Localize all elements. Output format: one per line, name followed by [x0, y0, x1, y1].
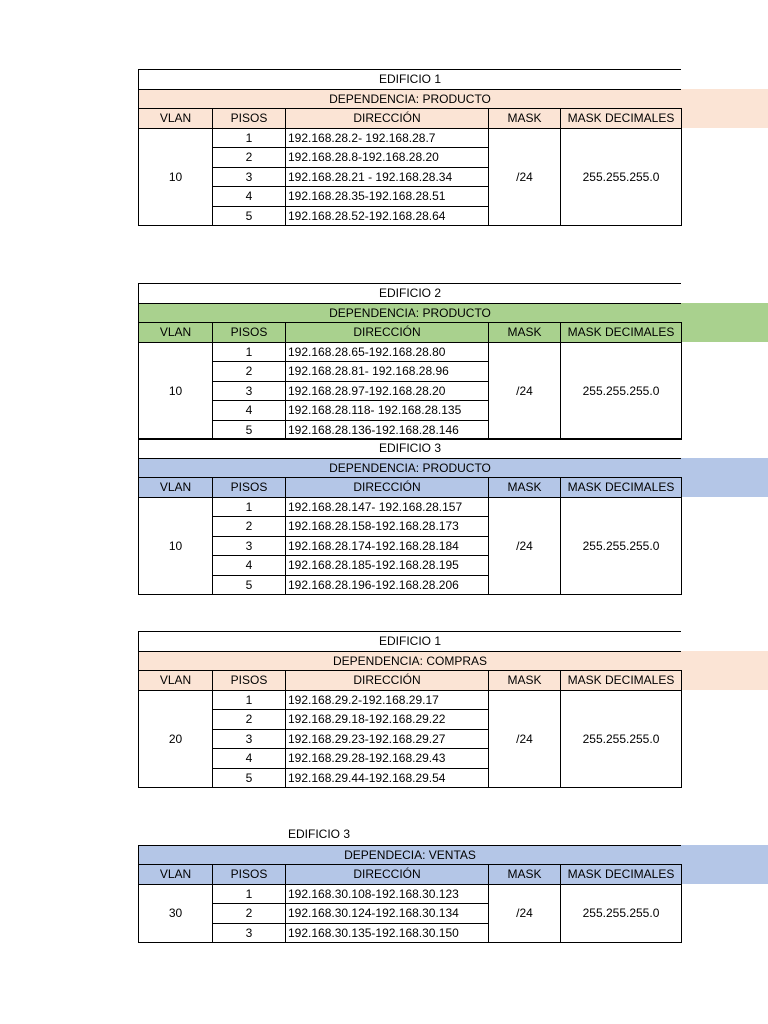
- address-cell: 192.168.29.2-192.168.29.17: [286, 690, 489, 710]
- address-cell: 192.168.28.2- 192.168.28.7: [286, 128, 489, 148]
- address-cell: 192.168.30.124-192.168.30.134: [286, 904, 489, 924]
- address-cell: 192.168.28.52-192.168.28.64: [286, 206, 489, 226]
- piso-cell: 3: [213, 167, 286, 187]
- building-title: EDIFICIO 3: [288, 827, 351, 841]
- mask-decimal-cell: 255.255.255.0: [561, 497, 682, 595]
- address-cell: 192.168.29.44-192.168.29.54: [286, 768, 489, 788]
- address-cell: 192.168.28.35-192.168.28.51: [286, 187, 489, 207]
- dependency-title: DEPENDENCIA: PRODUCTO: [138, 303, 681, 323]
- dependency-title: DEPENDENCIA: PRODUCTO: [138, 89, 681, 109]
- ip-table: [138, 864, 682, 943]
- table-row: [139, 342, 682, 362]
- ip-table-block: [138, 631, 768, 787]
- dependency-title: DEPENDENCIA: COMPRAS: [138, 651, 681, 671]
- building-title: EDIFICIO 1: [138, 69, 681, 89]
- ip-table-block: [138, 438, 768, 594]
- col-header-mask: MASK: [489, 671, 561, 691]
- piso-cell: 2: [213, 148, 286, 168]
- col-header-direccion: DIRECCIÓN: [286, 109, 489, 129]
- address-cell: 192.168.28.147- 192.168.28.157: [286, 497, 489, 517]
- mask-cell: /24: [489, 690, 561, 788]
- address-cell: 192.168.29.28-192.168.29.43: [286, 749, 489, 769]
- ip-table-block: [138, 69, 768, 225]
- address-cell: 192.168.28.118- 192.168.28.135: [286, 401, 489, 421]
- col-header-pisos: PISOS: [213, 865, 286, 885]
- address-cell: 192.168.28.185-192.168.28.195: [286, 556, 489, 576]
- address-cell: 192.168.29.23-192.168.29.27: [286, 729, 489, 749]
- mask-cell: /24: [489, 884, 561, 943]
- dependency-title: DEPENDENCIA: PRODUCTO: [138, 458, 681, 478]
- address-cell: 192.168.28.81- 192.168.28.96: [286, 362, 489, 382]
- col-header-vlan: VLAN: [139, 671, 213, 691]
- piso-cell: 4: [213, 749, 286, 769]
- col-header-mask-decimales: MASK DECIMALES: [561, 109, 682, 129]
- table-row: [139, 690, 682, 710]
- mask-cell: /24: [489, 128, 561, 226]
- col-header-pisos: PISOS: [213, 478, 286, 498]
- piso-cell: 4: [213, 556, 286, 576]
- col-header-vlan: VLAN: [139, 865, 213, 885]
- col-header-mask: MASK: [489, 323, 561, 343]
- col-header-pisos: PISOS: [213, 323, 286, 343]
- mask-cell: /24: [489, 342, 561, 440]
- address-cell: 192.168.28.158-192.168.28.173: [286, 517, 489, 537]
- piso-cell: 3: [213, 536, 286, 556]
- col-header-pisos: PISOS: [213, 109, 286, 129]
- address-cell: 192.168.30.108-192.168.30.123: [286, 884, 489, 904]
- piso-cell: 2: [213, 362, 286, 382]
- piso-cell: 5: [213, 768, 286, 788]
- piso-cell: 1: [213, 884, 286, 904]
- col-header-vlan: VLAN: [139, 109, 213, 129]
- table-row: [139, 884, 682, 904]
- piso-cell: 1: [213, 690, 286, 710]
- col-header-direccion: DIRECCIÓN: [286, 478, 489, 498]
- address-cell: 192.168.28.8-192.168.28.20: [286, 148, 489, 168]
- table-header-row: [139, 109, 682, 129]
- piso-cell: 5: [213, 420, 286, 440]
- col-header-mask-decimales: MASK DECIMALES: [561, 478, 682, 498]
- piso-cell: 2: [213, 710, 286, 730]
- piso-cell: 1: [213, 128, 286, 148]
- table-header-row: [139, 323, 682, 343]
- mask-cell: /24: [489, 497, 561, 595]
- mask-decimal-cell: 255.255.255.0: [561, 884, 682, 943]
- col-header-direccion: DIRECCIÓN: [286, 865, 489, 885]
- ip-table: [138, 477, 682, 595]
- table-row: [139, 497, 682, 517]
- col-header-mask-decimales: MASK DECIMALES: [561, 671, 682, 691]
- address-cell: 192.168.28.196-192.168.28.206: [286, 575, 489, 595]
- piso-cell: 1: [213, 342, 286, 362]
- address-cell: 192.168.30.135-192.168.30.150: [286, 923, 489, 943]
- table-header-row: [139, 478, 682, 498]
- vlan-cell: 30: [139, 884, 213, 943]
- piso-cell: 2: [213, 904, 286, 924]
- mask-decimal-cell: 255.255.255.0: [561, 690, 682, 788]
- building-title: EDIFICIO 2: [138, 283, 681, 303]
- col-header-mask: MASK: [489, 109, 561, 129]
- address-cell: 192.168.29.18-192.168.29.22: [286, 710, 489, 730]
- piso-cell: 3: [213, 729, 286, 749]
- mask-decimal-cell: 255.255.255.0: [561, 128, 682, 226]
- vlan-cell: 10: [139, 128, 213, 226]
- dependency-title: DEPENDECIA: VENTAS: [138, 845, 681, 865]
- col-header-direccion: DIRECCIÓN: [286, 671, 489, 691]
- piso-cell: 3: [213, 923, 286, 943]
- col-header-mask: MASK: [489, 478, 561, 498]
- col-header-pisos: PISOS: [213, 671, 286, 691]
- ip-table: [138, 670, 682, 788]
- address-cell: 192.168.28.174-192.168.28.184: [286, 536, 489, 556]
- vlan-cell: 10: [139, 497, 213, 595]
- mask-decimal-cell: 255.255.255.0: [561, 342, 682, 440]
- piso-cell: 1: [213, 497, 286, 517]
- col-header-vlan: VLAN: [139, 323, 213, 343]
- address-cell: 192.168.28.21 - 192.168.28.34: [286, 167, 489, 187]
- ip-table: [138, 108, 682, 226]
- address-cell: 192.168.28.65-192.168.28.80: [286, 342, 489, 362]
- table-header-row: [139, 671, 682, 691]
- piso-cell: 5: [213, 206, 286, 226]
- col-header-vlan: VLAN: [139, 478, 213, 498]
- col-header-mask-decimales: MASK DECIMALES: [561, 323, 682, 343]
- table-header-row: [139, 865, 682, 885]
- col-header-direccion: DIRECCIÓN: [286, 323, 489, 343]
- ip-table-block: [138, 825, 768, 942]
- col-header-mask: MASK: [489, 865, 561, 885]
- col-header-mask-decimales: MASK DECIMALES: [561, 865, 682, 885]
- address-cell: 192.168.28.136-192.168.28.146: [286, 420, 489, 440]
- piso-cell: 5: [213, 575, 286, 595]
- vlan-cell: 10: [139, 342, 213, 440]
- piso-cell: 3: [213, 381, 286, 401]
- vlan-cell: 20: [139, 690, 213, 788]
- building-title: EDIFICIO 1: [138, 631, 681, 651]
- piso-cell: 4: [213, 187, 286, 207]
- ip-table-block: [138, 283, 768, 439]
- address-cell: 192.168.28.97-192.168.28.20: [286, 381, 489, 401]
- table-row: [139, 128, 682, 148]
- piso-cell: 4: [213, 401, 286, 421]
- building-title: EDIFICIO 3: [138, 438, 681, 458]
- piso-cell: 2: [213, 517, 286, 537]
- ip-table: [138, 322, 682, 440]
